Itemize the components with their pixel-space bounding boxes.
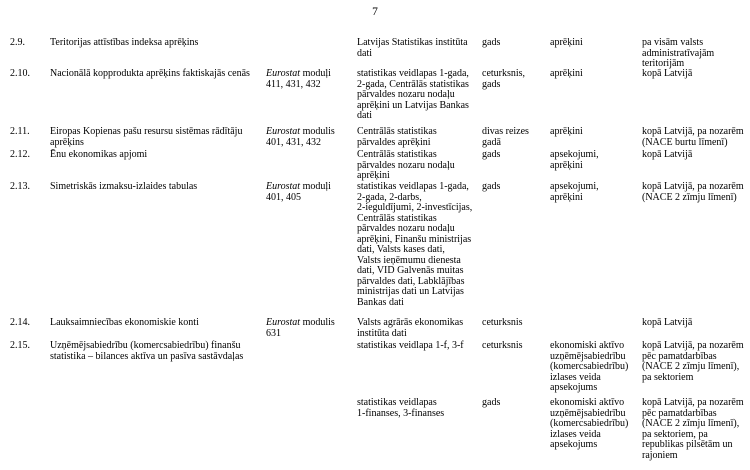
- detail-level: kopā Latvijā, pa nozarēm pēc pamatdarbības (NACE 2 zīmju līmenī), pa sektoriem, pa republikas pilsētām un rajoniem: [642, 397, 744, 461]
- method: aprēķini: [550, 68, 583, 79]
- indicator-name: Uzņēmējsabiedrību (komercsabiedrību) finanšu statistika – bilances aktīva un pasīva sastāvdaļas: [50, 340, 244, 362]
- detail-level: kopā Latvijā: [642, 149, 693, 160]
- method: aprēķini: [550, 37, 583, 48]
- data-source: statistikas veidlapa 1-f, 3-f: [357, 340, 464, 351]
- frequency: gads: [482, 149, 501, 160]
- detail-level: kopā Latvijā, pa nozarēm (NACE 2 zīmju līmenī): [642, 181, 744, 203]
- row-number: 2.9.: [10, 37, 25, 48]
- frequency: ceturksnis: [482, 317, 523, 328]
- row-number: 2.14.: [10, 317, 30, 328]
- eurostat-reference: [266, 318, 356, 339]
- frequency: gads: [482, 181, 501, 192]
- row-number: 2.12.: [10, 149, 30, 160]
- indicator-name: Ēnu ekonomikas apjomi: [50, 149, 148, 160]
- module-reference: modulis 401, 431, 432: [266, 126, 335, 148]
- module-reference: moduļi 411, 431, 432: [266, 68, 331, 90]
- eurostat-label: Eurostat: [266, 68, 301, 79]
- page-number: 7: [372, 6, 378, 18]
- frequency: ceturksnis, gads: [482, 68, 526, 90]
- frequency: divas reizes gadā: [482, 126, 529, 148]
- data-source: Latvijas Statistikas institūta dati: [357, 37, 468, 59]
- indicator-name: Simetriskās izmaksu-izlaides tabulas: [50, 181, 198, 192]
- detail-level: kopā Latvijā, pa nozarēm pēc pamatdarbības (NACE 2 zīmju līmenī), pa sektoriem: [642, 340, 744, 383]
- detail-level: kopā Latvijā: [642, 317, 693, 328]
- method: apsekojumi, aprēķini: [550, 181, 599, 203]
- indicator-name: Eiropas Kopienas pašu resursu sistēmas rādītāju aprēķins: [50, 126, 243, 148]
- detail-level: pa visām valsts administratīvajām teritorijām: [642, 37, 715, 69]
- data-source: Centrālās statistikas pārvaldes aprēķini: [357, 126, 437, 148]
- row-number: 2.10.: [10, 68, 30, 79]
- eurostat-label: Eurostat: [266, 126, 301, 137]
- data-source: statistikas veidlapas 1-gada, 2-gada, 2-darbs, 2-ieguldījumi, 2-investīcijas, Centrālās statistikas pārvaldes nozaru nodaļu aprēķini, Finanšu ministrijas dati, Valsts kases dati, Valsts ieņēmumu dienesta dati, VID Galvenās muitas pārvaldes dati, Labklājības ministrijas dati un Latvijas Bankas dati: [357, 181, 473, 308]
- indicator-name: Lauksaimniecības ekonomiskie konti: [50, 317, 199, 328]
- module-reference: modulis 631: [266, 317, 335, 339]
- method: apsekojumi, aprēķini: [550, 149, 599, 171]
- indicator-name: Nacionālā kopprodukta aprēķins faktiskajās cenās: [50, 68, 250, 79]
- eurostat-label: Eurostat: [266, 181, 301, 192]
- method: ekonomiski aktīvo uzņēmējsabiedrību (komercsabiedrību) izlases veida apsekojums: [550, 340, 629, 393]
- row-number: 2.13.: [10, 181, 30, 192]
- eurostat-reference: [266, 182, 356, 203]
- frequency: ceturksnis: [482, 340, 523, 351]
- method: ekonomiski aktīvo uzņēmējsabiedrību (komercsabiedrību) izlases veida apsekojums: [550, 397, 629, 450]
- indicator-name: Teritorijas attīstības indeksa aprēķins: [50, 37, 199, 48]
- row-number: 2.15.: [10, 340, 30, 351]
- data-source: statistikas veidlapas 1-gada, 2-gada, Centrālās statistikas pārvaldes nozaru nodaļu aprēķini un Latvijas Bankas dati: [357, 68, 469, 121]
- module-reference: moduļi 401, 405: [266, 181, 331, 203]
- eurostat-reference: [266, 127, 356, 148]
- data-source: Centrālās statistikas pārvaldes nozaru nodaļu aprēķini: [357, 149, 455, 181]
- eurostat-label: Eurostat: [266, 317, 301, 328]
- data-source: statistikas veidlapas 1-finanses, 3-finanses: [357, 397, 445, 419]
- frequency: gads: [482, 397, 501, 408]
- row-number: 2.11.: [10, 126, 30, 137]
- method: aprēķini: [550, 126, 583, 137]
- detail-level: kopā Latvijā, pa nozarēm (NACE burtu līmenī): [642, 126, 744, 148]
- detail-level: kopā Latvijā: [642, 68, 693, 79]
- data-source: Valsts agrārās ekonomikas institūta dati: [357, 317, 464, 339]
- eurostat-reference: [266, 69, 356, 90]
- frequency: gads: [482, 37, 501, 48]
